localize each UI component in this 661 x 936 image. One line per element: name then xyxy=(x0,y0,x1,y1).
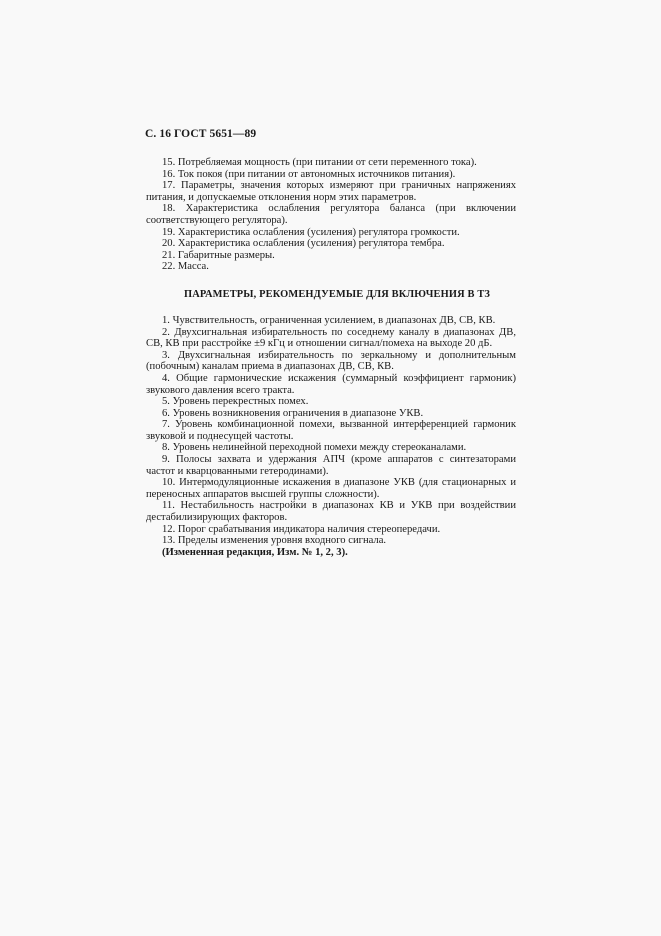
list-item: 16. Ток покоя (при питании от автономных источников питания). xyxy=(162,168,456,180)
list-item: 15. Потребляемая мощность (при питании от сети переменного тока). xyxy=(162,157,477,168)
list-item: 8. Уровень нелинейной переходной помехи между стереоканалами. xyxy=(162,442,467,454)
recommended-parameter-list xyxy=(146,315,516,547)
running-head: С. 16 ГОСТ 5651—89 xyxy=(145,128,257,140)
list-item: 22. Масса. xyxy=(162,261,209,273)
list-item: 2. Двухсигнальная избирательность по соседнему каналу в диапазонах ДВ, СВ, КВ при расстройке ±9 кГц и отношении сигнал/помеха на выходе 20 дБ. xyxy=(146,326,516,350)
list-item: 7. Уровень комбинационной помехи, вызванной интерференцией гармоник звуковой и поднесущей частоты. xyxy=(146,419,516,442)
list-item: 13. Пределы изменения уровня входного сигнала. xyxy=(162,535,387,547)
list-item: 4. Общие гармонические искажения (суммарный коэффициент гармоник) звукового давления всего тракта. xyxy=(146,372,516,396)
list-item: 19. Характеристика ослабления (усиления) регулятора громкости. xyxy=(162,226,460,238)
parameter-list-continued xyxy=(146,157,516,273)
list-item: 18. Характеристика ослабления регулятора баланса (при включении соответствующего регулятора). xyxy=(146,203,516,226)
list-item: 5. Уровень перекрестных помех. xyxy=(162,396,309,408)
edition-note: (Измененная редакция, Изм. № 1, 2, 3). xyxy=(162,546,348,558)
list-item: 21. Габаритные размеры. xyxy=(162,249,275,261)
list-item: 20. Характеристика ослабления (усиления) регулятора тембра. xyxy=(162,238,445,250)
list-item: 6. Уровень возникновения ограничения в диапазоне УКВ. xyxy=(162,407,424,419)
document-page xyxy=(146,128,516,558)
list-item: 17. Параметры, значения которых измеряют при граничных напряжениях питания, и допускаемые отклонения норм этих параметров. xyxy=(146,180,516,203)
list-item: 11. Нестабильность настройки в диапазонах КВ и УКВ при воздействии дестабилизирующих факторов. xyxy=(146,500,516,524)
list-item: 1. Чувствительность, ограниченная усилением, в диапазонах ДВ, СВ, КВ. xyxy=(162,314,496,326)
section-title: ПАРАМЕТРЫ, РЕКОМЕНДУЕМЫЕ ДЛЯ ВКЛЮЧЕНИЯ В ТЗ xyxy=(183,288,491,300)
list-item: 10. Интермодуляционные искажения в диапазоне УКВ (для стационарных и переносных аппаратов высшей группы сложности). xyxy=(146,477,516,500)
list-item: 3. Двухсигнальная избирательность по зеркальному и дополнительным (побочным) каналам приема в диапазонах ДВ, СВ, КВ. xyxy=(146,349,516,373)
list-item: 9. Полосы захвата и удержания АПЧ (кроме аппаратов с синтезаторами частот и кварцованными гетеродинами). xyxy=(146,454,516,477)
list-item: 12. Порог срабатывания индикатора наличия стереопередачи. xyxy=(162,523,441,535)
